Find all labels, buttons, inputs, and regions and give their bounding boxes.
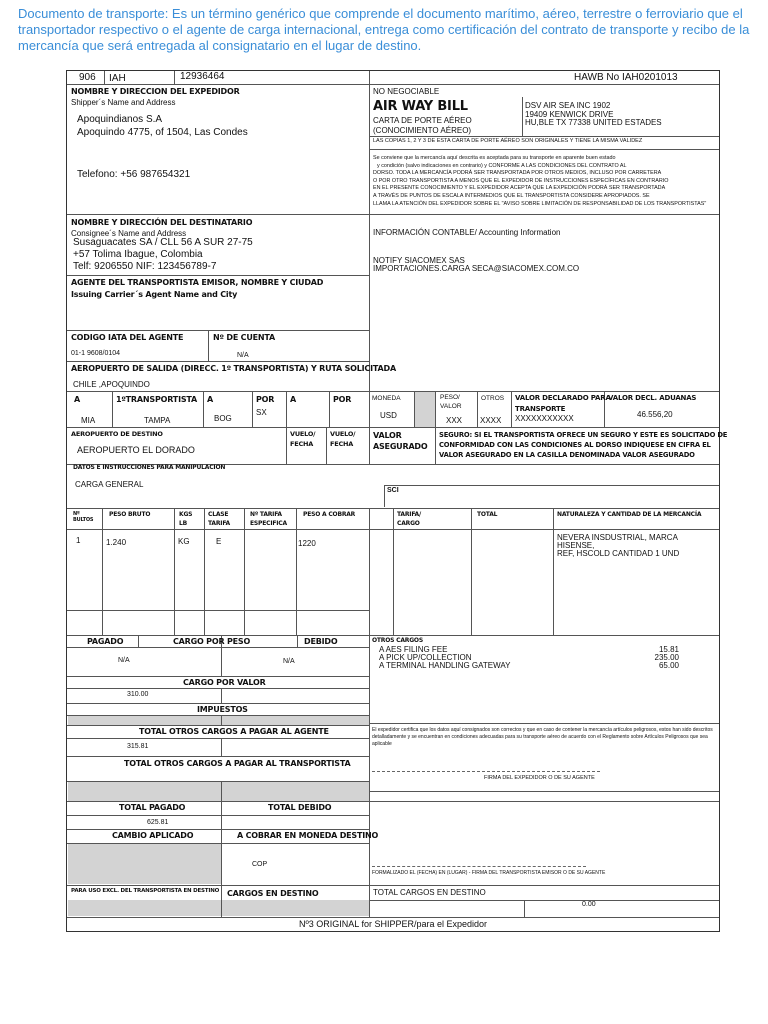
cambio-label: CAMBIO APLICADO — [112, 831, 194, 840]
insured-label-1: VALOR — [373, 431, 402, 440]
agent-heading: AGENTE DEL TRANSPORTISTA EMISOR, NOMBRE Y CIUDAD — [71, 278, 324, 287]
other-charge-label: A AES FILING FEE — [379, 645, 448, 654]
cargo-valor-label: CARGO POR VALOR — [183, 678, 266, 687]
accounting-heading: INFORMACIÓN CONTABLE/ Accounting Information — [373, 228, 561, 237]
total-cargos-destino-value: 0.00 — [582, 901, 596, 908]
destination-heading: AEROPUERTO DE DESTINO — [71, 430, 163, 438]
bultos-header-1: Nº — [73, 511, 80, 517]
departure-heading: AEROPUERTO DE SALIDA (DIRECC. 1º TRANSPORTISTA) Y RUTA SOLICITADA — [71, 364, 396, 373]
conditions-text — [373, 155, 713, 208]
other-charge-value: 235.00 — [654, 653, 679, 662]
clase-header-1: CLASE — [208, 511, 229, 518]
bultos-header-2: BULTOS — [73, 517, 94, 523]
iata-heading: CODIGO IATA DEL AGENTE — [71, 333, 184, 342]
handling-value: CARGA GENERAL — [75, 480, 144, 489]
route-a2-value: BOG — [214, 414, 232, 423]
other-charge-label: A TERMINAL HANDLING GATEWAY — [379, 661, 511, 670]
row-desc-1: NEVERA INSDUSTRIAL, MARCA — [557, 533, 678, 542]
shaded-cell — [222, 782, 369, 801]
route-a2-label: A — [207, 395, 213, 404]
other-charge-row — [379, 662, 679, 670]
carrier-signature-line — [372, 866, 586, 867]
copies-note: LAS COPIAS 1, 2 Y 3 DE ESTA CARTA DE PORTE AÉREO SON ORIGINALES Y TIENE LA MISMA VALIDEZ — [373, 138, 643, 144]
issuer-line-1: DSV AIR SEA INC 1902 — [525, 101, 611, 110]
route-a3-label: A — [290, 395, 296, 404]
row-unit: KG — [178, 537, 190, 546]
carrier-label: 1ºTRANSPORTISTA — [116, 395, 198, 404]
debido-label: DEBIDO — [304, 637, 338, 646]
insured-label-2: ASEGURADO — [373, 442, 428, 451]
pagado-label: PAGADO — [87, 637, 124, 646]
condition-line: y condición (salvo indicaciones en contrario) y CONFORME A LAS CONDICIONES DEL CONTRATO AL — [377, 162, 627, 169]
row-peso-bruto: 1.240 — [106, 538, 127, 547]
tarifa-cargo-header-1: TARIFA/ — [397, 511, 421, 518]
declared-label-1: VALOR DECLARADO PARA — [515, 394, 611, 402]
awb-number: 12936464 — [180, 71, 225, 82]
route-por1-value: SX — [256, 408, 267, 417]
debido-value: N/A — [283, 658, 295, 665]
total-cargos-destino-label: TOTAL CARGOS EN DESTINO — [373, 888, 486, 897]
awb-prefix: 906 — [79, 72, 96, 83]
no-negociable: NO NEGOCIABLE — [373, 87, 440, 96]
awb-subtitle-2: (CONOCIMIENTO AÉREO) — [373, 126, 472, 135]
customs-value: 46.556,20 — [637, 410, 673, 419]
row-bultos: 1 — [76, 536, 81, 545]
sci-label: SCI — [387, 487, 399, 494]
clase-header-2: TARIFA — [208, 520, 230, 527]
destination-value: AEROPUERTO EL DORADO — [77, 445, 195, 455]
peso-cobrar-header: PESO A COBRAR — [303, 511, 356, 518]
cobrar-value: COP — [252, 861, 268, 868]
account-heading: Nº DE CUENTA — [213, 333, 276, 342]
row-clase: E — [216, 537, 222, 546]
others-value: XXXX — [480, 416, 502, 425]
customs-label: VALOR DECL. ADUANAS — [608, 394, 697, 402]
consignee-line-3: Telf: 9206550 NIF: 123456789-7 — [73, 261, 217, 272]
shipper-address: Apoquindo 4775, of 1504, Las Condes — [77, 127, 248, 138]
issuer-line-2: 19409 KENWICK DRIVE — [525, 110, 614, 119]
pagado-value: N/A — [118, 657, 130, 664]
shaded-cell — [68, 782, 221, 801]
condition-line: Se conviene que la mercancía aquí descrita es aceptada para su transporte en aparente buen estado — [373, 155, 616, 161]
other-charge-value: 15.81 — [658, 645, 679, 654]
shipper-subheading: Shipper´s Name and Address — [71, 98, 176, 107]
tarifa-cargo-header-2: CARGO — [397, 520, 420, 527]
condition-line: A TRAVÉS DE PUNTOS DE ESCALA INTERMEDIOS QUE EL TRANSPORTISTA CONSIDERE APROPIADOS. SE — [373, 192, 650, 199]
declared-label-2: TRANSPORTE — [515, 405, 566, 413]
flight-label-1: VUELO/ — [290, 430, 316, 438]
cargos-destino-label: CARGOS EN DESTINO — [227, 889, 319, 898]
insurance-note-2: CONFORMIDAD CON LAS CONDICIONES AL DORSO INDIQUESE EN CIFRA EL — [439, 441, 711, 449]
currency-label: MONEDA — [372, 395, 401, 402]
agent-subheading: Issuing Carrier´s Agent Name and City — [71, 290, 238, 299]
kgs-header-1: KGS — [179, 511, 193, 518]
cargo-peso-label: CARGO POR PESO — [173, 637, 251, 646]
impuestos-label: IMPUESTOS — [197, 705, 248, 714]
footer-label: Nº3 ORIGINAL for SHIPPER/para el Expedidor — [299, 919, 488, 929]
iata-value: 01-1 9608/0104 — [71, 350, 121, 357]
route-por2-label: POR — [333, 395, 352, 404]
awb-subtitle-1: CARTA DE PORTE AÉREO — [373, 116, 472, 125]
weight-value-label-1: PESO/ — [440, 394, 460, 401]
other-charges-heading: OTROS CARGOS — [372, 637, 423, 644]
consignee-line-2: +57 Tolima Ibague, Colombia — [73, 249, 203, 260]
others-label: OTROS — [481, 395, 505, 402]
shaded-cell — [415, 392, 435, 427]
consignee-heading: NOMBRE Y DIRECCIÓN DEL DESTINATARIO — [71, 218, 253, 227]
shipper-signature-line — [372, 771, 600, 772]
row-desc-2: HISENSE, — [557, 541, 595, 550]
shaded-cell — [222, 900, 369, 916]
tarifa-header-2: ESPECIFICA — [250, 520, 287, 527]
cobrar-moneda-label: A COBRAR EN MONEDA DESTINO — [237, 831, 379, 840]
weight-value: XXX — [446, 416, 463, 425]
row-peso-cobrar: 1220 — [298, 539, 316, 548]
shipper-phone: Telefono: +56 987654321 — [77, 169, 191, 180]
handling-heading: DATOS E INSTRUCCIONES PARA MANIPULACION — [73, 464, 226, 471]
shipper-signature-label: FIRMA DEL EXPEDIDOR O DE SU AGENTE — [484, 775, 595, 781]
condition-line: O POR OTRO TRANSPORTISTA A MENOS QUE EL EXPEDIDOR DE INSTRUCCIONES ESPECÍFICAS EN CONTRARIO — [373, 177, 669, 184]
departure-value: CHILE ,APOQUINDO — [73, 380, 150, 389]
hawb-number: HAWB No IAH0201013 — [574, 72, 678, 83]
condition-line: DORSO. TODA LA MERCANCÍA PODRÁ SER TRANSPORTADA POR OTROS MEDIOS, INCLUSO POR CARRETERA — [373, 170, 662, 177]
naturaleza-header: NATURALEZA Y CANTIDAD DE LA MERCANCÍA — [557, 511, 702, 518]
shaded-cell — [68, 844, 221, 884]
other-charge-label: A PICK UP/COLLECTION — [379, 653, 472, 662]
insurance-note-1: SEGURO: SI EL TRANSPORTISTA OFRECE UN SEGURO Y ESTE ES SOLICITADO DE — [439, 431, 728, 439]
air-waybill-form — [66, 70, 728, 932]
tarifa-header-1: Nº TARIFA — [250, 511, 282, 518]
peso-bruto-header: PESO BRUTO — [109, 511, 151, 518]
consignee-line-1: Susaguacates SA / CLL 56 A SUR 27-75 — [73, 237, 253, 248]
shaded-cell — [68, 716, 221, 725]
issuer-line-3: HU,BLE TX 77338 UNITED ESTADES — [525, 118, 662, 127]
row-desc-3: REF, HSCOLD CANTIDAD 1 UND — [557, 549, 680, 558]
total-transportista-label: TOTAL OTROS CARGOS A PAGAR AL TRANSPORTISTA — [124, 759, 351, 768]
account-value: N/A — [237, 352, 249, 359]
uso-excl-label: PARA USO EXCL. DEL TRANSPORTISTA EN DESTINO — [71, 888, 220, 894]
other-charge-value: 65.00 — [658, 661, 679, 670]
total-pagado-label: TOTAL PAGADO — [119, 803, 186, 812]
route-a1-value: MIA — [81, 416, 96, 425]
carrier-value: TAMPA — [144, 416, 171, 425]
route-por1-label: POR — [256, 395, 275, 404]
origin-airport: IAH — [109, 73, 126, 84]
total-debido-label: TOTAL DEBIDO — [268, 803, 332, 812]
total-agente-value: 315.81 — [127, 743, 149, 750]
certification-text: El expedidor certifica que los datos aquí consignados son correctos y que en caso de contener la mercancía artículos peligrosos, estos han sido descritos detalladamente y se encuentran en condiciones adecuadas para su transporte aéreo de acuerdo con el Reglamento sobre Artículos Peligrosos que sea aplicable — [372, 727, 713, 747]
condition-line: LLAMA LA ATENCIÓN DEL EXPEDIDOR SOBRE EL "AVISO SOBRE LIMITACIÓN DE RESPONSABILIDAD DE LOS TRANSPORTISTAS" — [373, 200, 707, 207]
date-label-1: FECHA — [290, 440, 314, 448]
consignee-subheading: Consignee´s Name and Address — [71, 229, 187, 238]
currency-value: USD — [380, 411, 397, 420]
insurance-note-3: VALOR ASEGURADO EN LA CASILLA DENOMINADA VALOR ASEGURADO — [439, 451, 695, 459]
total-pagado-value: 625.81 — [147, 819, 169, 826]
total-header: TOTAL — [477, 511, 498, 518]
flight-label-2: VUELO/ — [330, 430, 356, 438]
weight-value-label-2: VALOR — [440, 403, 462, 410]
shipper-heading: NOMBRE Y DIRECCION DEL EXPEDIDOR — [71, 87, 240, 96]
condition-line: EN EL PRESENTE CONOCIMIENTO Y EL EXPEDIDOR ACEPTA QUE LA EXPEDICIÓN PODRÁ SER TRANSPORTADA — [373, 185, 666, 192]
route-a1-label: A — [74, 395, 80, 404]
cargo-valor-value: 310.00 — [127, 691, 149, 698]
carrier-signature-label: FORMALIZADO EL (FECHA) EN (LUGAR) - FIRMA DEL TRANSPORTISTA EMISOR O DE SU AGENTE — [372, 870, 606, 876]
total-agente-label: TOTAL OTROS CARGOS A PAGAR AL AGENTE — [139, 727, 329, 736]
intro-paragraph: Documento de transporte: Es un término genérico que comprende el documento marítimo, aéreo, terrestre o ferroviario que el transportador respectivo o el agente de carga internacional, entrega como certificación del contrato de transporte y recibo de la mercancía que será entregada al consignatario en el lugar de destino. — [18, 6, 750, 53]
accounting-line-1: NOTIFY SIACOMEX SAS — [373, 256, 465, 265]
date-label-2: FECHA — [330, 440, 354, 448]
other-charges-list — [379, 646, 679, 670]
declared-value: XXXXXXXXXXX — [515, 414, 574, 423]
shaded-cell — [222, 716, 369, 725]
shaded-cell — [68, 900, 221, 916]
accounting-line-2: IMPORTACIONES.CARGA SECA@SIACOMEX.COM.CO — [373, 264, 580, 273]
awb-title: AIR WAY BILL — [373, 99, 468, 114]
kgs-header-2: LB — [179, 520, 187, 527]
shipper-name: Apoquindianos S.A — [77, 114, 163, 125]
